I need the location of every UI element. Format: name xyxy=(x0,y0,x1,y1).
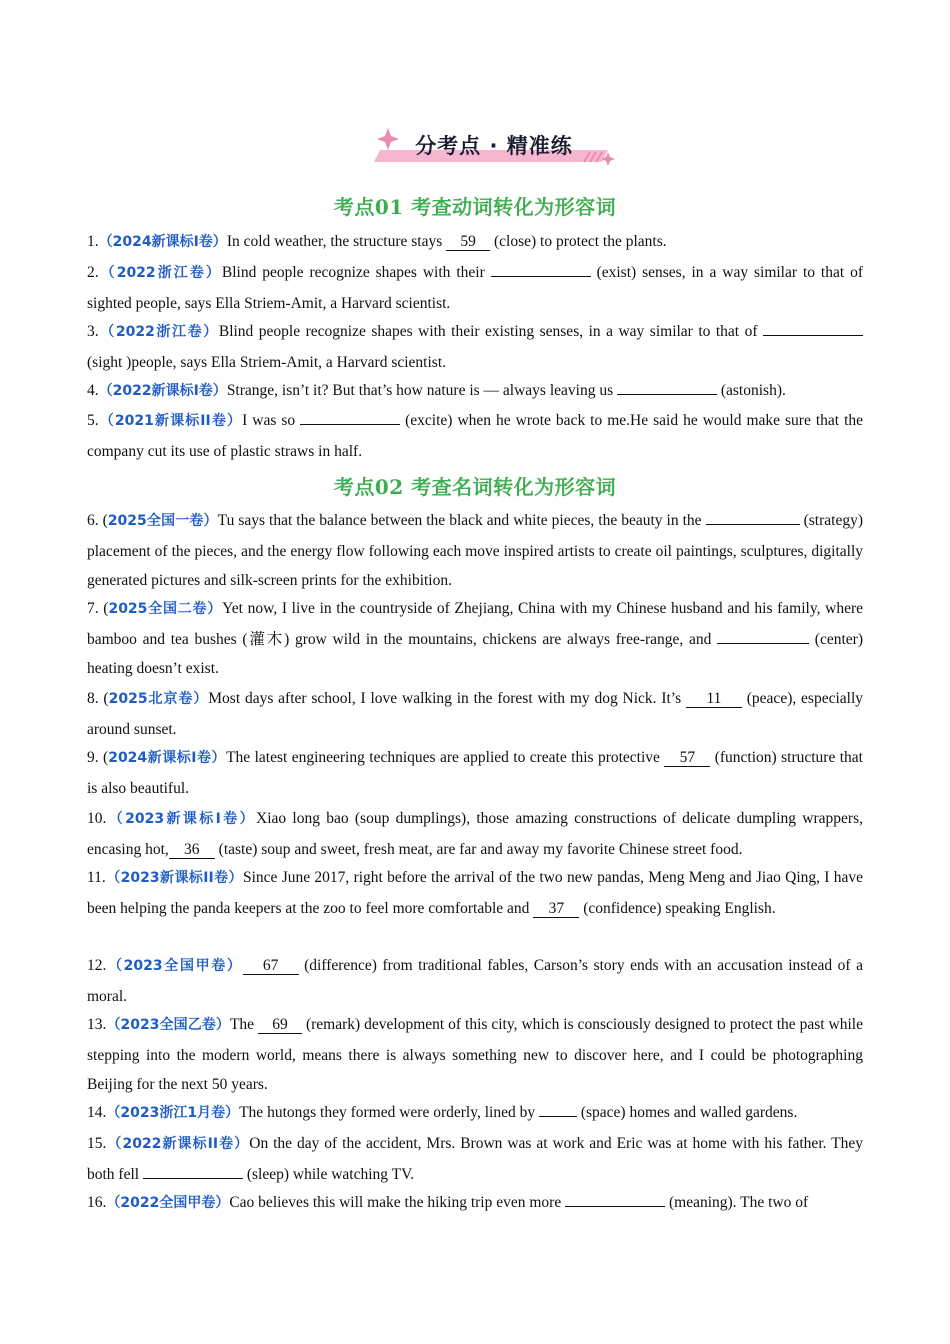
answer-blank xyxy=(763,335,863,336)
question-number: 14. xyxy=(87,1104,107,1121)
question-source: （2022新课标I卷） xyxy=(98,383,227,399)
answer-blank xyxy=(565,1206,665,1207)
question-text-post: (confidence) speaking English. xyxy=(579,899,776,917)
question-14 xyxy=(87,1098,863,1129)
answer-blank xyxy=(143,1178,243,1179)
question-source: 2024新课标I卷） xyxy=(108,750,227,766)
question-source: （2022浙江卷） xyxy=(98,324,219,340)
question-source: （2023新课标I卷） xyxy=(106,811,257,827)
answer-blank xyxy=(706,524,800,525)
section-title-1: 考点01 考查动词转化为形容词 xyxy=(333,195,617,219)
question-number: 12. xyxy=(87,957,107,974)
question-text-pre: In cold weather, the structure stays xyxy=(226,233,447,250)
section-banner xyxy=(372,122,616,172)
question-15 xyxy=(87,1129,863,1189)
question-13 xyxy=(87,1010,863,1100)
question-number: 7. ( xyxy=(87,600,109,617)
question-text-post: (close) to protect the plants. xyxy=(490,233,667,250)
question-text-pre: Xiao long bao (soup dumplings), those amazing constructions of delicate dumpling wrappers, encasing hot, xyxy=(87,810,863,858)
question-source: 2025北京卷） xyxy=(108,691,209,707)
question-text-post: (function) structure that is also beautiful. xyxy=(87,749,863,797)
answer-blank: 11 xyxy=(686,691,742,708)
question-source: （2023新课标II卷） xyxy=(105,870,243,886)
question-source: （2021新课标II卷） xyxy=(98,413,243,429)
question-number: 9. ( xyxy=(87,749,109,766)
question-source: （2022新课标II卷） xyxy=(106,1136,250,1152)
question-number: 6. ( xyxy=(87,512,108,529)
question-text-pre: Since June 2017, right before the arrival of the two new pandas, Meng Meng and Jiao Qing, I have been helping the panda keepers at the zoo to feel more comfortable and xyxy=(87,869,864,917)
question-text-post: (astonish). xyxy=(716,382,786,399)
question-text-pre: Yet now, I live in the countryside of Zhejiang, China with my Chinese husband and his family, where bamboo and tea bushes (灌木) grow wild in the mountains, chickens are always free-range, and xyxy=(87,600,863,648)
question-11 xyxy=(87,863,863,923)
section-title-2: 考点02 考查名词转化为形容词 xyxy=(333,475,617,499)
question-source: （2024新课标I卷） xyxy=(98,234,227,250)
question-10 xyxy=(87,804,863,864)
answer-blank xyxy=(617,394,717,395)
question-source: （2022全国甲卷） xyxy=(106,1195,230,1211)
question-number: 5. xyxy=(87,412,99,429)
question-3 xyxy=(87,317,863,377)
question-text-post: (peace), especially around sunset. xyxy=(87,690,864,738)
question-2 xyxy=(87,258,863,318)
question-text-post: (exist) senses, in a way similar to that of sighted people, says Ella Striem-Amit, a Harvard scientist. xyxy=(87,264,863,312)
question-text-post: (space) homes and walled gardens. xyxy=(576,1104,798,1121)
question-text-post: (strategy) placement of the pieces, and the energy flow following each move inspired artists to create oil paintings, sculptures, digitally generated pictures and silk-screen prints for the exhibition. xyxy=(87,512,864,589)
question-source: 2025全国一卷） xyxy=(107,513,218,529)
question-text-pre: The hutongs they formed were orderly, lined by xyxy=(239,1104,539,1121)
question-5 xyxy=(87,406,863,466)
question-text-pre: The latest engineering techniques are applied to create this protective xyxy=(226,749,665,766)
question-text-post: (sleep) while watching TV. xyxy=(242,1165,415,1183)
answer-blank: 59 xyxy=(446,234,490,251)
question-text-pre: Blind people recognize shapes with their existing senses, in a way similar to that of xyxy=(218,323,763,340)
question-source: （2023全国乙卷） xyxy=(106,1017,230,1033)
question-text-post: (difference) from traditional fables, Carson’s story ends with an accusation instead of a moral. xyxy=(87,957,863,1005)
question-number: 16. xyxy=(87,1194,107,1211)
question-number: 4. xyxy=(87,382,99,399)
question-text-post: (meaning). The two of xyxy=(665,1194,809,1211)
question-number: 2. xyxy=(87,264,99,281)
question-text-pre: I was so xyxy=(242,412,301,429)
question-source: （2022浙江卷） xyxy=(98,265,222,281)
question-text-post: (center) heating doesn’t exist. xyxy=(87,630,863,677)
question-text-pre: The xyxy=(229,1016,259,1033)
question-6 xyxy=(87,506,863,596)
question-source: 2025全国二卷） xyxy=(108,601,223,617)
question-text-pre: Most days after school, I love walking in the forest with my dog Nick. It’s xyxy=(208,690,686,707)
answer-blank: 36 xyxy=(169,842,215,859)
answer-blank xyxy=(717,643,809,644)
question-8 xyxy=(87,684,863,744)
answer-blank xyxy=(539,1116,577,1117)
question-number: 11. xyxy=(87,869,106,886)
banner-title: 分考点 · 精准练 xyxy=(415,134,573,158)
question-text-pre: Cao believes this will make the hiking trip even more xyxy=(229,1194,566,1211)
question-number: 15. xyxy=(87,1135,107,1152)
answer-blank: 67 xyxy=(243,958,299,975)
question-text-pre: Strange, isn’t it? But that’s how nature is — always leaving us xyxy=(226,382,617,399)
question-number: 3. xyxy=(87,323,99,340)
answer-blank xyxy=(491,276,591,277)
question-text-pre: On the day of the accident, Mrs. Brown was at work and Eric was at home with his father. They both fell xyxy=(87,1135,863,1183)
question-source: （2023全国甲卷） xyxy=(106,958,243,974)
answer-blank xyxy=(300,424,400,425)
answer-blank: 37 xyxy=(533,901,579,918)
question-1 xyxy=(87,227,863,258)
question-7 xyxy=(87,594,863,684)
question-number: 10. xyxy=(87,810,107,827)
question-source: （2023浙江1月卷） xyxy=(106,1105,240,1121)
question-number: 13. xyxy=(87,1016,107,1033)
question-9 xyxy=(87,743,863,803)
question-text-post: (sight )people, says Ella Striem-Amit, a Harvard scientist. xyxy=(87,353,446,371)
question-16 xyxy=(87,1188,863,1219)
question-12 xyxy=(87,951,863,1011)
question-text-post: (remark) development of this city, which is consciously designed to protect the past while stepping into the modern world, means there is always something new to discover here, and I could be photographing Beijing for the next 50 years. xyxy=(87,1016,863,1093)
answer-blank: 69 xyxy=(258,1017,302,1034)
question-text-post: (excite) when he wrote back to me.He said he would make sure that the company cut its use of plastic straws in half. xyxy=(87,412,863,460)
question-number: 8. ( xyxy=(87,690,109,707)
question-4 xyxy=(87,376,863,407)
question-text-post: (taste) soup and sweet, fresh meat, are far and away my favorite Chinese street food. xyxy=(214,840,743,858)
question-text-pre: Tu says that the balance between the black and white pieces, the beauty in the xyxy=(217,512,706,529)
question-number: 1. xyxy=(87,233,99,250)
question-text-pre: Blind people recognize shapes with their xyxy=(221,264,491,281)
answer-blank: 57 xyxy=(664,750,710,767)
